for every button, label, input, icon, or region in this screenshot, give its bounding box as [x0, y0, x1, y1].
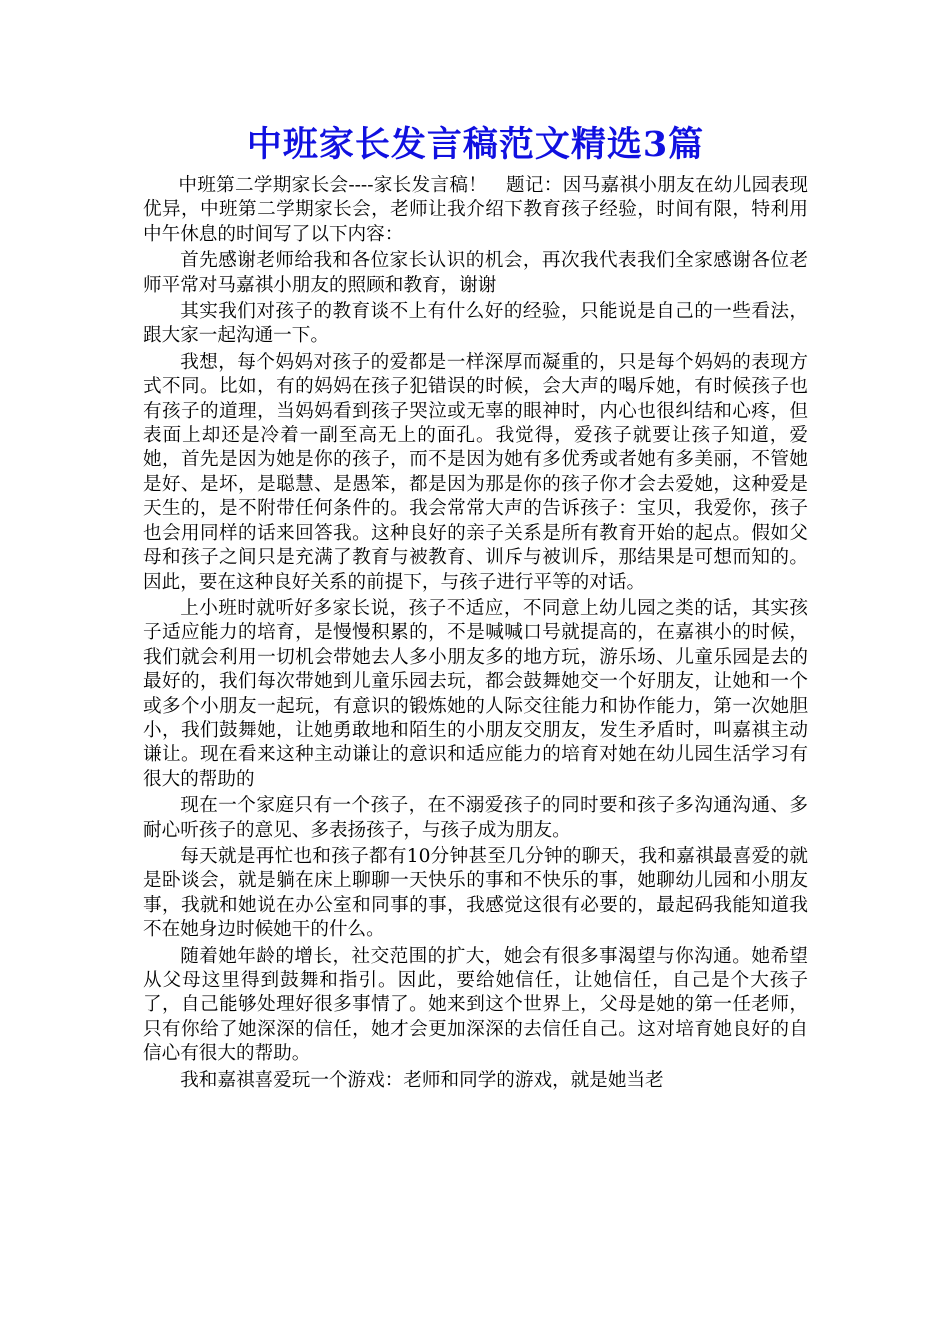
document-body — [143, 174, 808, 1093]
paragraph: 首先感谢老师给我和各位家长认识的机会，再次我代表我们全家感谢各位老师平常对马嘉祺小朋友的照顾和教育，谢谢 — [143, 250, 808, 296]
paragraph: 随着她年龄的增长，社交范围的扩大，她会有很多事渴望与你沟通。她希望从父母这里得到鼓舞和指引。因此，要给她信任，让她信任，自己是个大孩子了，自己能够处理好很多事情了。她来到这个世界上，父母是她的第一任老师，只有你给了她深深的信任，她才会更加深深的去信任自己。这对培育她良好的自信心有很大的帮助。 — [143, 945, 808, 1065]
paragraph: 我想，每个妈妈对孩子的爱都是一样深厚而凝重的，只是每个妈妈的表现方式不同。比如，有的妈妈在孩子犯错误的时候，会大声的喝斥她，有时候孩子也有孩子的道理，当妈妈看到孩子哭泣或无辜的眼神时，内心也很纠结和心疼，但表面上却还是冷着一副至高无上的面孔。我觉得，爱孩子就要让孩子知道，爱她，首先是因为她是你的孩子，而不是因为她有多优秀或者她有多美丽，不管她是好、是坏，是聪慧、是愚笨，都是因为那是你的孩子你才会去爱她，这种爱是天生的，是不附带任何条件的。我会常常大声的告诉孩子：宝贝，我爱你，孩子也会用同样的话来回答我。这种良好的亲子关系是所有教育开始的起点。假如父母和孩子之间只是充满了教育与被教育、训斥与被训斥，那结果是可想而知的。因此，要在这种良好关系的前提下，与孩子进行平等的对话。 — [143, 351, 808, 593]
paragraph: 上小班时就听好多家长说，孩子不适应，不同意上幼儿园之类的话，其实孩子适应能力的培育，是慢慢积累的，不是喊喊口号就提高的，在嘉祺小的时候，我们就会利用一切机会带她去人多小朋友多的地方玩，游乐场、儿童乐园是去的最好的，我们每次带她到儿童乐园去玩，都会鼓舞她交一个好朋友，让她和一个或多个小朋友一起玩，有意识的锻炼她的人际交往能力和协作能力，第一次她胆小，我们鼓舞她，让她勇敢地和陌生的小朋友交朋友，发生矛盾时，叫嘉祺主动谦让。现在看来这种主动谦让的意识和适应能力的培育对她在幼儿园生活学习有很大的帮助的 — [143, 597, 808, 790]
paragraph: 我和嘉祺喜爱玩一个游戏：老师和同学的游戏，就是她当老 — [180, 1069, 664, 1091]
paragraph: 其实我们对孩子的教育谈不上有什么好的经验，只能说是自己的一些看法，跟大家一起沟通一下。 — [143, 301, 808, 347]
paragraph: 现在一个家庭只有一个孩子，在不溺爱孩子的同时要和孩子多沟通沟通、多耐心听孩子的意见、多表扬孩子，与孩子成为朋友。 — [143, 795, 808, 841]
document-title: 中班家长发言稿范文精选3篇 — [246, 124, 705, 165]
paragraph: 中班第二学期家长会----家长发言稿！ 题记：因马嘉祺小朋友在幼儿园表现优异，中班第二学期家长会，老师让我介绍下教育孩子经验，时间有限，特利用中午休息的时间写了以下内容： — [143, 175, 808, 245]
document-page — [143, 118, 808, 1095]
paragraph: 每天就是再忙也和孩子都有10分钟甚至几分钟的聊天，我和嘉祺最喜爱的就是卧谈会，就是躺在床上聊聊一天快乐的事和不快乐的事，她聊幼儿园和小朋友事，我就和她说在办公室和同事的事，我感觉这很有必要的，最起码我能知道我不在她身边时候她干的什么。 — [143, 845, 808, 941]
